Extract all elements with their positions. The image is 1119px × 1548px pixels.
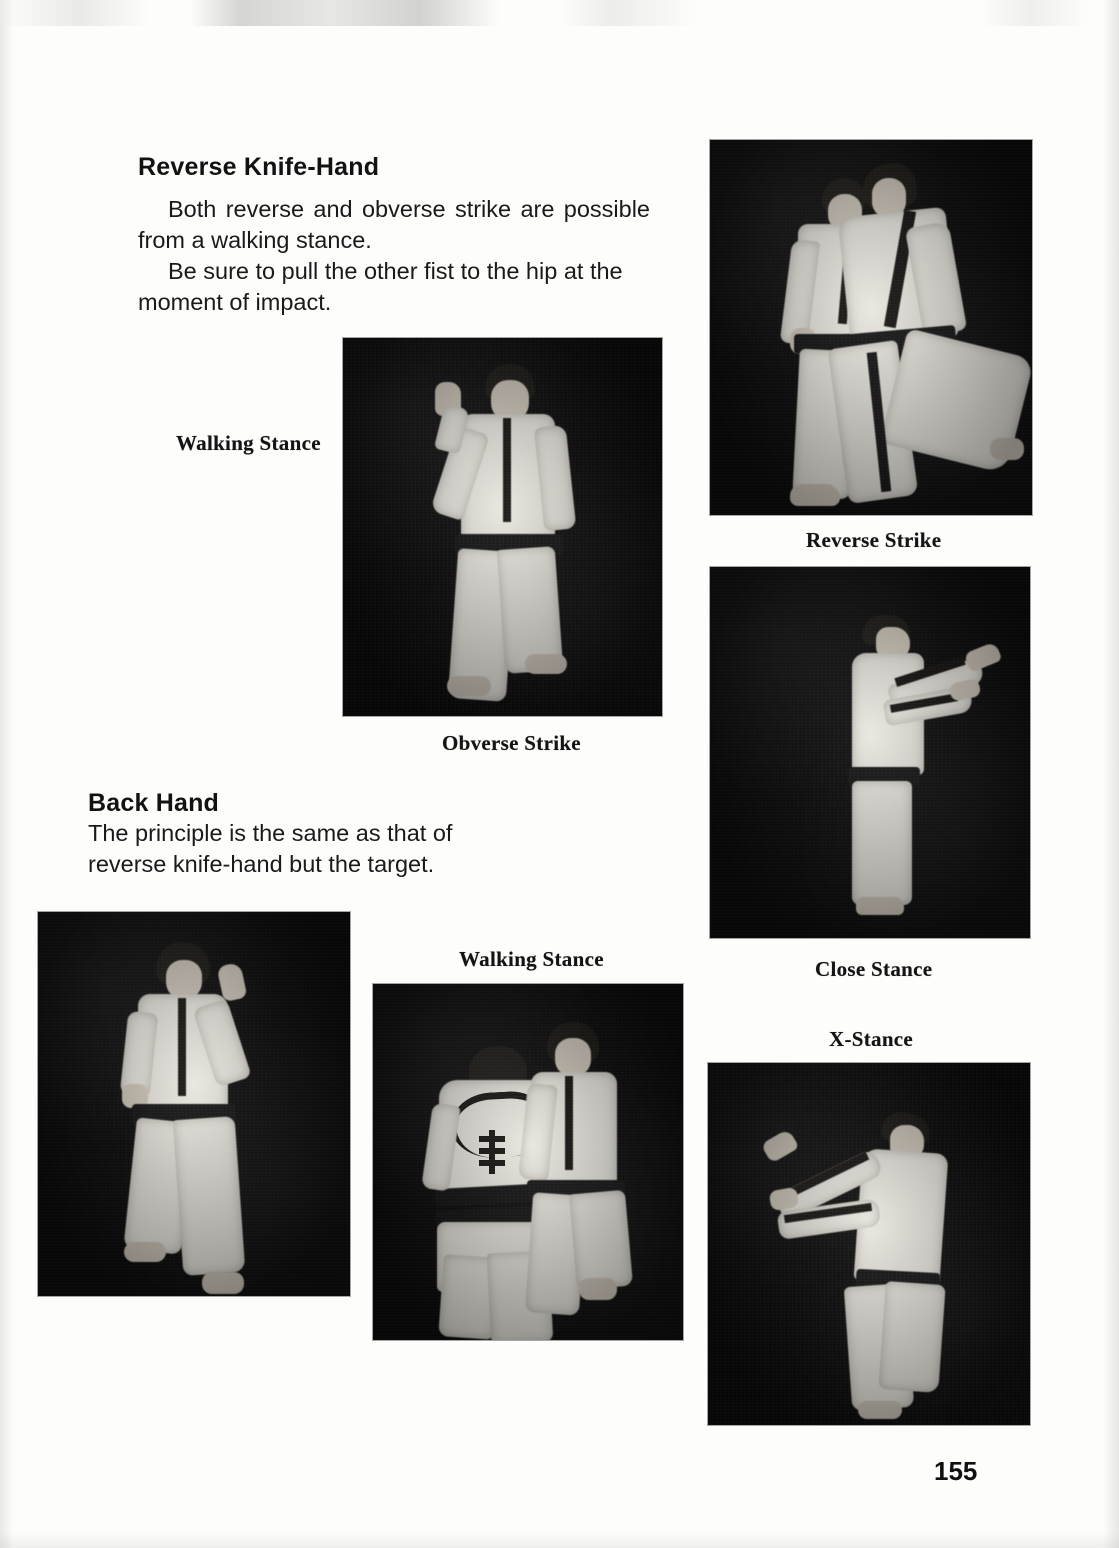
caption-x-stance: X-Stance: [829, 1027, 914, 1051]
figure-x-stance: [764, 1113, 984, 1413]
scan-artifact-right-edge: [1103, 0, 1119, 1548]
caption-reverse-strike: Reverse Strike: [806, 528, 942, 552]
caption-close-stance: Close Stance: [815, 957, 933, 981]
photo-back-hand-walking-pair: [373, 984, 683, 1340]
scan-artifact-left-edge: [0, 0, 14, 1548]
heading-reverse-knife-hand: Reverse Knife-Hand: [138, 153, 380, 181]
figure-close-stance: [820, 615, 1000, 915]
caption-obverse-strike: Obverse Strike: [442, 731, 581, 755]
scan-artifact-bottom-edge: [0, 1532, 1119, 1548]
paragraph-back-hand-1: The principle is the same as that of reverse knife-hand but the target.: [88, 820, 453, 877]
photo-close-stance: [710, 567, 1030, 938]
figure-front-striking: [838, 162, 1028, 492]
photo-reverse-strike: [710, 140, 1032, 515]
caption-walking-stance-upper: Walking Stance: [176, 431, 321, 455]
figure-obverse-strike: [435, 364, 583, 690]
photo-back-hand-walking-left: [38, 912, 350, 1296]
figure-far-facing: [523, 1022, 653, 1322]
dobok-back-emblem: [479, 1130, 505, 1174]
photo-x-stance: [708, 1063, 1030, 1425]
caption-walking-stance-lower: Walking Stance: [459, 947, 604, 971]
photo-obverse-strike: [343, 338, 662, 716]
heading-back-hand: Back Hand: [88, 789, 220, 817]
paragraph-reverse-knife-hand-1: Both reverse and obverse strike are possible from a walking stance.: [138, 196, 650, 253]
page-number: 155: [934, 1456, 978, 1486]
scan-artifact-top: [0, 0, 1119, 26]
paragraph-reverse-knife-hand-2: Be sure to pull the other fist to the hip at the moment of impact.: [138, 258, 623, 315]
figure-back-hand: [120, 942, 280, 1272]
